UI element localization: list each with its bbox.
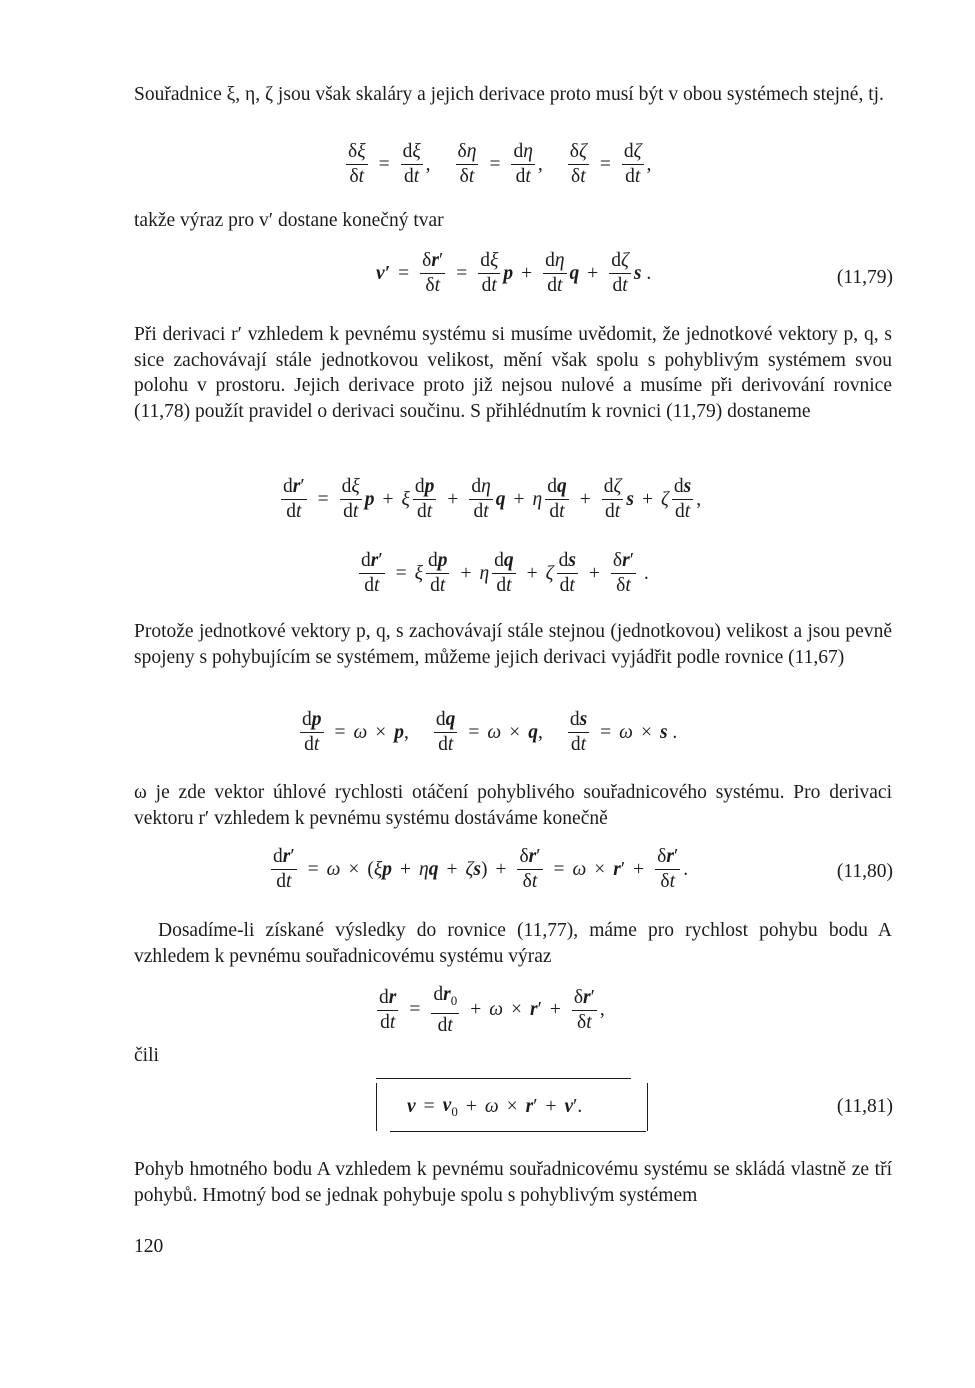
box-top-line xyxy=(376,1078,631,1079)
paragraph-final-form: takže výraz pro v′ dostane konečný tvar xyxy=(134,210,444,231)
equation-11-79: v′ = $\frac{\delta r'}{\delta t}$ = $\frac{d\xi}{dt}$ p + $\frac{d\eta}{dt}$ q + $\frac{d\zeta}{dt}$ s . xyxy=(376,250,652,296)
equation-number-11-81: (11,81) xyxy=(836,1096,893,1117)
paragraph-derivation: Při derivaci r′ vzhledem k pevnému systému si musíme uvědomit, že jednotkové vektory p, q, s sice zachovávají stále jednotkovou velikost, mění však spolu s pohyblivým systémem svou polohu v prostoru. Jejich derivace proto již nejsou nulové a musíme při derivování rovnice (11,78) použít pravidel o derivaci součinu. S přihlédnutím k rovnici (11,79) dostaneme xyxy=(134,324,892,422)
paragraph-motion-composition: Pohyb hmotného bodu A vzhledem k pevnému souřadnicovému systému se skládá vlastně ze tří pohybů. Hmotný bod se jednak pohybuje spolu s pohyblivým systémem xyxy=(134,1159,892,1206)
equation-11-80: $\frac{dr'}{dt}$ = ω × (ξp + ηq + ζs) + $\frac{\delta r'}{\delta t}$ = ω × r ′ + $\frac{\delta r'}{\delta t}$ . xyxy=(273,846,689,892)
equation-velocity-derivative: $\frac{dr}{dt}$ = $\frac{dr_0}{dt}$ + ω × r ′ + $\frac{\delta r'}{\delta t}$ , xyxy=(379,984,605,1036)
equation-derivative-combined: $\frac{dr'}{dt}$ = ξ $\frac{dp}{dt}$ + η $\frac{dq}{dt}$ + ζ $\frac{ds}{dt}$ + $\frac{\delta r'}{\delta t}$ . xyxy=(361,550,649,596)
paragraph-unit-vectors: Protože jednotkové vektory p, q, s zachovávají stále stejnou (jednotkovou) velikost a jsou pevně spojeny s pohybujícím se systémem, můžeme jejich derivaci vyjádřit podle rovnice (11,67) xyxy=(134,621,892,668)
page-number: 120 xyxy=(134,1236,164,1257)
equation-number-11-79: (11,79) xyxy=(836,267,893,288)
paragraph-angular-velocity: ω je zde vektor úhlové rychlosti otáčení pohyblivého souřadnicového systému. Pro derivaci vektoru r′ vzhledem k pevnému systému dostáváme konečně xyxy=(134,782,892,829)
equation-unit-vector-derivatives: $\frac{dp}{dt}$ = ω × p , $\frac{dq}{dt}$ = ω × q , $\frac{ds}{dt}$ = ω × s . xyxy=(302,709,678,755)
equation-number-11-80: (11,80) xyxy=(836,861,893,882)
equation-11-81: v = $v_0$ + ω × r ′ + v ′. xyxy=(407,1095,583,1119)
label-cili: čili xyxy=(134,1045,159,1066)
paragraph-scalars: Souřadnice ξ, η, ζ jsou však skaláry a jejich derivace proto musí být v obou systémech stejné, tj. xyxy=(134,84,884,105)
box-bottom-line xyxy=(390,1131,646,1132)
paragraph-substitution: Dosadíme-li získané výsledky do rovnice (11,77), máme pro rychlost pohybu bodu A vzhledem k pevnému souřadnicovému systému výraz xyxy=(134,920,892,967)
equation-scalar-derivatives: $\frac{\delta\xi}{\delta t}$ = $\frac{d\xi}{dt}$ , $\frac{\delta\eta}{\delta t}$ = $\frac{d\eta}{dt}$ , $\frac{\delta\zeta}{\delta t}$ = $\frac{d\zeta}{dt}$ , xyxy=(348,141,652,187)
equation-box xyxy=(376,1083,648,1131)
equation-product-rule: $\frac{dr'}{dt}$ = $\frac{d\xi}{dt}$ p + ξ $\frac{dp}{dt}$ + $\frac{d\eta}{dt}$ q + η $\frac{dq}{dt}$ + $\frac{d\zeta}{dt}$ s + ζ $\frac{ds}{dt}$ , xyxy=(283,476,702,522)
